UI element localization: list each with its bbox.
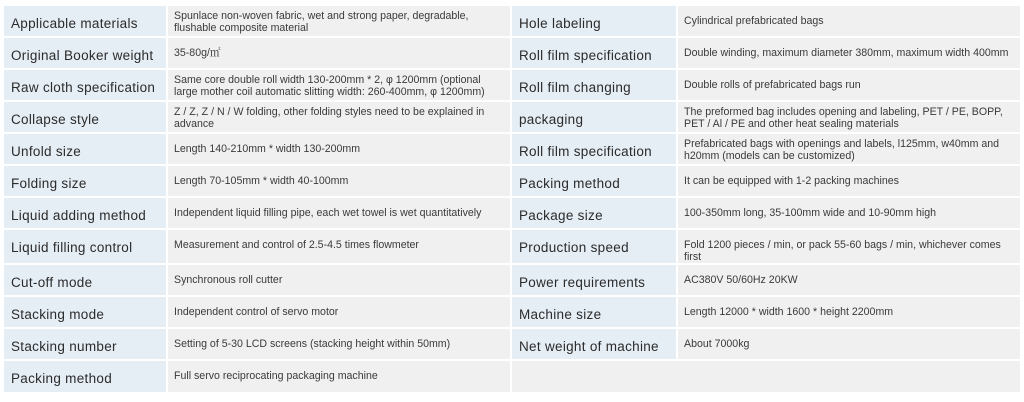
spec-label: Raw cloth specification [4,70,168,102]
spec-value: Independent liquid filling pipe, each wet towel is wet quantitatively [168,198,512,230]
spec-label: packaging [512,102,678,134]
table-row [4,6,1020,38]
table-row [4,329,1020,361]
spec-label: Hole labeling [512,6,678,38]
table-row [4,134,1020,166]
spec-value: Setting of 5-30 LCD screens (stacking height within 50mm) [168,329,512,361]
spec-label: Packing method [512,166,678,198]
table-row [4,198,1020,230]
spec-value: Cylindrical prefabricated bags [678,6,1020,38]
spec-value: Spunlace non-woven fabric, wet and strong paper, degradable, flushable composite material [168,6,512,38]
spec-label: Package size [512,198,678,230]
spec-value: 100-350mm long, 35-100mm wide and 10-90mm high [678,198,1020,230]
spec-value: Full servo reciprocating packaging machine [168,361,512,394]
table-row [4,361,1020,394]
table-row [4,70,1020,102]
spec-value: Synchronous roll cutter [168,265,512,297]
spec-value: Length 140-210mm * width 130-200mm [168,134,512,166]
table-row [4,265,1020,297]
table-row [4,102,1020,134]
spec-value: Double rolls of prefabricated bags run [678,70,1020,102]
spec-value: Independent control of servo motor [168,297,512,329]
spec-value: Length 70-105mm * width 40-100mm [168,166,512,198]
spec-label: Stacking mode [4,297,168,329]
spec-value: AC380V 50/60Hz 20KW [678,265,1020,297]
spec-value: Prefabricated bags with openings and labels, l125mm, w40mm and h20mm (models can be customized) [678,134,1020,166]
spec-label: Power requirements [512,265,678,297]
spec-label: Original Booker weight [4,38,168,70]
spec-label: Machine size [512,297,678,329]
empty-cell [512,361,678,394]
spec-label: Roll film changing [512,70,678,102]
spec-label: Applicable materials [4,6,168,38]
spec-label: Roll film specification [512,38,678,70]
spec-value: 35-80g/㎡ [168,38,512,70]
spec-value: Z / Z, Z / N / W folding, other folding styles need to be explained in advance [168,102,512,134]
spec-label: Production speed [512,230,678,265]
spec-label: Net weight of machine [512,329,678,361]
table-row [4,166,1020,198]
spec-label: Collapse style [4,102,168,134]
spec-label: Folding size [4,166,168,198]
spec-value: The preformed bag includes opening and labeling, PET / PE, BOPP, PET / Al / PE and other heat sealing materials [678,102,1020,134]
spec-table-body [4,6,1020,394]
spec-label: Cut-off mode [4,265,168,297]
spec-value: Measurement and control of 2.5-4.5 times flowmeter [168,230,512,265]
table-row [4,38,1020,70]
spec-label: Liquid filling control [4,230,168,265]
spec-label: Unfold size [4,134,168,166]
spec-value: Fold 1200 pieces / min, or pack 55-60 bags / min, whichever comes first [678,230,1020,265]
spec-value: Double winding, maximum diameter 380mm, maximum width 400mm [678,38,1020,70]
spec-table [4,6,1020,394]
spec-value: Same core double roll width 130-200mm * 2, φ 1200mm (optional large mother coil automatic slitting width: 260-400mm, φ 1200mm) [168,70,512,102]
spec-label: Packing method [4,361,168,394]
spec-label: Stacking number [4,329,168,361]
spec-label: Liquid adding method [4,198,168,230]
spec-value: About 7000kg [678,329,1020,361]
empty-cell [678,361,1020,394]
spec-value: It can be equipped with 1-2 packing machines [678,166,1020,198]
table-row [4,297,1020,329]
spec-label: Roll film specification [512,134,678,166]
spec-value: Length 12000 * width 1600 * height 2200mm [678,297,1020,329]
table-row [4,230,1020,265]
